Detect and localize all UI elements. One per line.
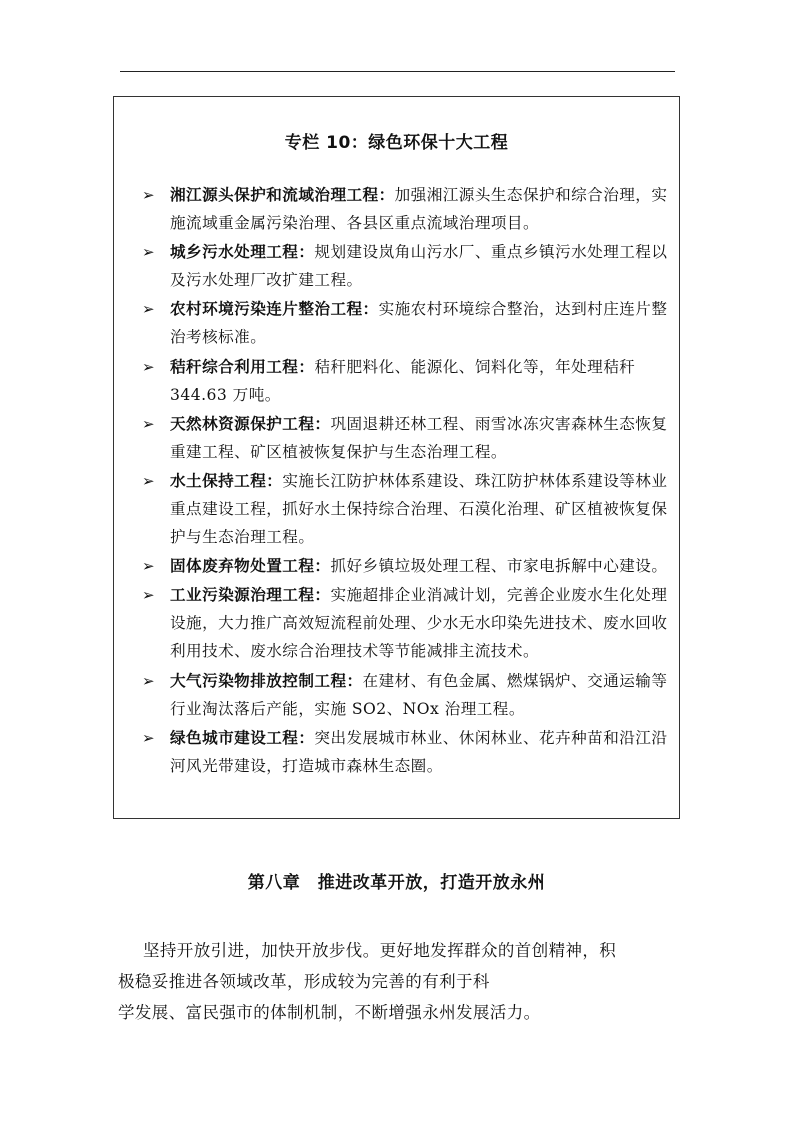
item-lead: 大气污染物排放控制工程： [170,671,363,690]
item-text: 实施超排企业消减计划，完善企业废水生化处理设施，大力推广高效短流程前处理、少水无水印染先进技术、废水回收利用技术、废水综合治理技术等节能减排主流技术。 [170,586,668,661]
item-lead: 固体废弃物处置工程： [170,557,331,576]
list-item [142,295,675,351]
chapter-heading: 第八章 推进改革开放，打造开放永州 [247,873,546,893]
project-list [142,181,675,781]
list-item [142,667,675,723]
item-text: 实施长江防护林体系建设、珠江防护林体系建设等林业重点建设工程，抓好水土保持综合治理、石漠化治理、矿区植被恢复保护与生态治理工程。 [170,471,668,546]
arrow-bullet-icon: ➢ [142,728,156,747]
list-item [142,552,675,580]
arrow-bullet-icon: ➢ [142,586,156,605]
body-paragraph [118,935,678,1028]
arrow-bullet-icon: ➢ [142,414,156,433]
box-title: 专栏 10：绿色环保十大工程 [284,133,509,153]
item-lead: 工业污染源治理工程： [170,586,331,605]
arrow-bullet-icon: ➢ [142,357,156,376]
list-item [142,724,675,780]
arrow-bullet-icon: ➢ [142,671,156,690]
item-text: 秸秆肥料化、能源化、饲料化等，年处理秸秆 344.63 万吨。 [170,357,636,404]
item-text: 实施农村环境综合整治，达到村庄连片整治考核标准。 [170,300,668,347]
list-item [142,467,675,551]
list-item [142,410,675,466]
paragraph-line: 学发展、富民强市的体制机制，不断增强永州发展活力。 [118,1003,541,1022]
list-item [142,353,675,409]
header-rule [120,71,675,72]
list-item [142,181,675,237]
item-lead: 绿色城市建设工程： [170,728,315,747]
item-lead: 秸秆综合利用工程： [170,357,315,376]
paragraph-line: 坚持开放引进，加快开放步伐。更好地发挥群众的首创精神，积 [143,941,617,960]
item-lead: 农村环境污染连片整治工程： [170,300,379,319]
item-lead: 水土保持工程： [170,471,283,490]
arrow-bullet-icon: ➢ [142,243,156,262]
item-text: 抓好乡镇垃圾处理工程、市家电拆解中心建设。 [330,557,668,576]
list-item [142,581,675,665]
item-lead: 湘江源头保护和流域治理工程： [170,186,395,204]
item-text: 规划建设岚角山污水厂、重点乡镇污水处理工程以及污水处理厂改扩建工程。 [170,243,668,290]
item-text: 突出发展城市林业、休闲林业、花卉种苗和沿江沿河风光带建设，打造城市森林生态圈。 [170,728,668,775]
arrow-bullet-icon: ➢ [142,471,156,490]
item-lead: 天然林资源保护工程： [170,414,331,433]
arrow-bullet-icon: ➢ [142,300,156,319]
arrow-bullet-icon: ➢ [142,557,156,576]
item-text: 在建材、有色金属、燃煤锅炉、交通运输等行业淘汰落后产能，实施 SO2、NOx 治理工程。 [170,671,668,718]
list-item [142,238,675,294]
item-text: 巩固退耕还林工程、雨雪冰冻灾害森林生态恢复重建工程、矿区植被恢复保护与生态治理工程。 [170,414,668,461]
arrow-bullet-icon: ➢ [142,186,156,204]
item-lead: 城乡污水处理工程： [170,243,315,262]
paragraph-line: 极稳妥推进各领域改革，形成较为完善的有利于科 [118,972,490,991]
item-text: 加强湘江源头生态保护和综合治理，实施流域重金属污染治理、各县区重点流域治理项目。 [170,186,668,232]
